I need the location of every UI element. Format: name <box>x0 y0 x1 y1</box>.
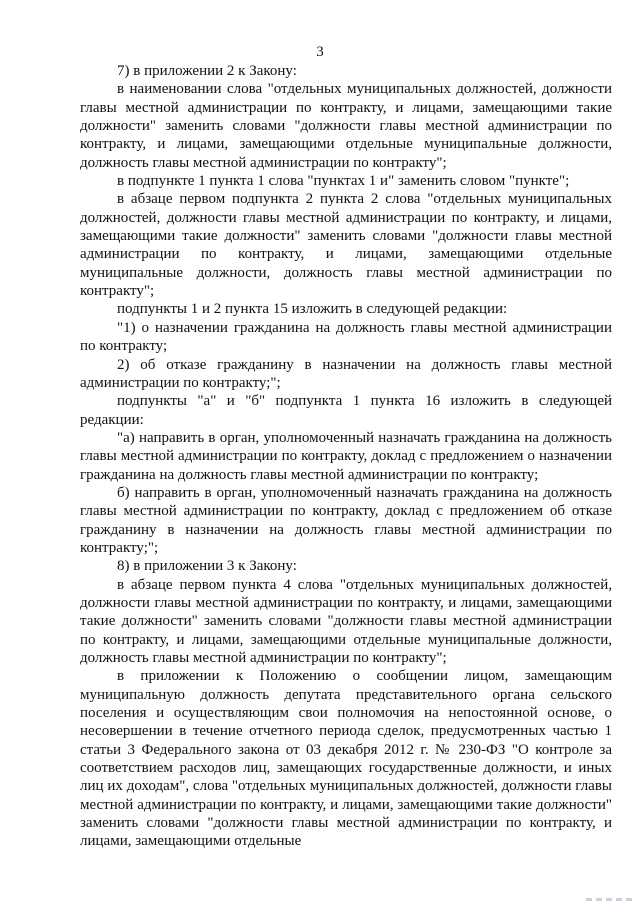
paragraph: в абзаце первом пункта 4 слова "отдельных муниципальных должностей, должности главы местной администрации по контракту, и лицами, замещающими такие должности" заменить словами "должности главы местной администрации по контракту, и лицами, замещающими отдельные муниципальные должности, должность главы местной администрации по контракту"; <box>80 576 612 666</box>
paragraph: 2) об отказе гражданину в назначении на должность главы местной администрации по контракту;"; <box>80 356 612 391</box>
paragraph: подпункты "а" и "б" подпункта 1 пункта 16 изложить в следующей редакции: <box>80 393 612 428</box>
document-body <box>80 62 612 851</box>
paragraph: б) направить в орган, уполномоченный назначать гражданина на должность главы местной администрации по контракту, доклад с предложением об отказе гражданину в назначении на должность главы местной администрации по контракту;"; <box>80 484 612 556</box>
paragraph: в абзаце первом подпункта 2 пункта 2 слова "отдельных муниципальных должностей, должности главы местной администрации по контракту, и лицами, замещающими такие должности" заменить словами "должности главы местной администрации по контракту, и лицами, замещающими отдельные муниципальные должности, должность главы местной администрации по контракту"; <box>80 191 612 300</box>
scan-artifact <box>586 898 632 901</box>
page-number: 3 <box>316 44 324 60</box>
paragraph: в наименовании слова "отдельных муниципальных должностей, должности главы местной администрации по контракту, и лицами, замещающими такие должности" заменить словами "должности главы местной администрации по контракту, и лицами, замещающими отдельные муниципальные должности, должность главы местной администрации по контракту"; <box>80 81 612 171</box>
paragraph: "1) о назначении гражданина на должность главы местной администрации по контракту; <box>80 319 612 355</box>
paragraph: 8) в приложении 3 к Закону: <box>117 558 297 575</box>
paragraph: в подпункте 1 пункта 1 слова "пунктах 1 и" заменить словом "пункте"; <box>117 173 570 190</box>
paragraph: "а) направить в орган, уполномоченный назначать гражданина на должность главы местной администрации по контракту, доклад с предложением о назначении гражданина на должность главы местной администрации по контракту; <box>80 429 612 483</box>
paragraph: 7) в приложении 2 к Закону: <box>117 63 297 79</box>
paragraph: подпункты 1 и 2 пункта 15 изложить в следующей редакции: <box>117 301 508 318</box>
paragraph: в приложении к Положению о сообщении лицом, замещающим муниципальную должность депутата представительного органа сельского поселения и осуществляющим свои полномочия на непостоянной основе, о несовершении в течение отчетного периода сделок, предусмотренных частью 1 статьи 3 Федерального закона от 03 декабря 2012 г. № 230-ФЗ "О контроле за соответствием расходов лиц, замещающих государственные должности, и иных лиц их доходам", слова "отдельных муниципальных должностей, должности главы местной администрации по контракту, и лицами, замещающими такие должности" заменить словами "должности главы местной администрации по контракту, и лицами, замещающими отдельные <box>80 668 612 850</box>
